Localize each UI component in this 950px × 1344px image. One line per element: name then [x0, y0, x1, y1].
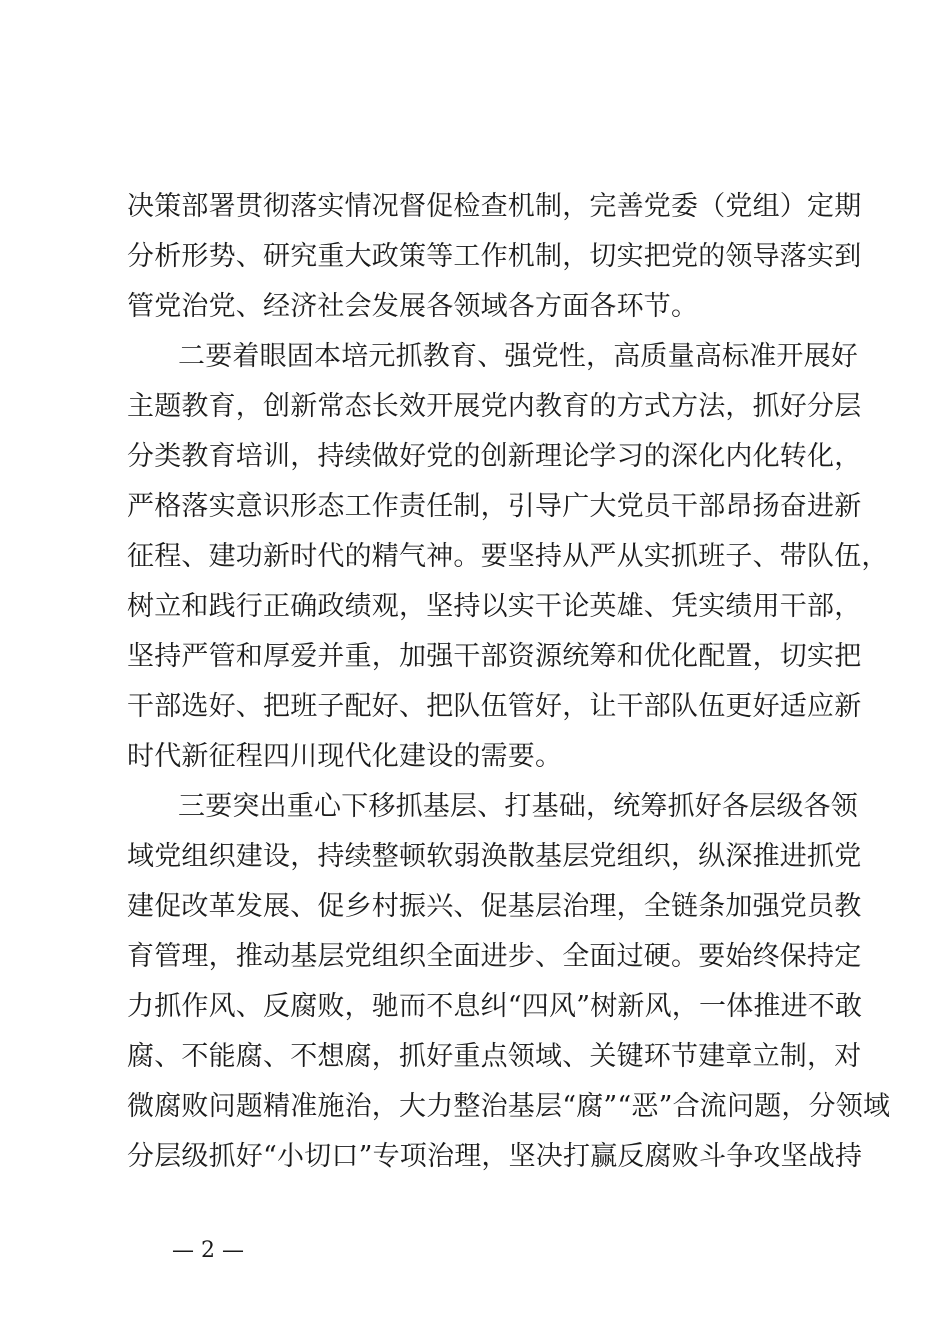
text-line: 分层级抓好“小切口”专项治理，坚决打赢反腐败斗争攻坚战持 — [127, 1141, 863, 1172]
text-line: 时代新征程四川现代化建设的需要。 — [127, 741, 563, 772]
text-line: 管党治党、经济社会发展各领域各方面各环节。 — [127, 291, 699, 322]
text-line: 建促改革发展、促乡村振兴、促基层治理，全链条加强党员教 — [127, 891, 862, 922]
paragraph-start-line: 三要突出重心下移抓基层、打基础，统筹抓好各层级各领 — [178, 791, 858, 822]
text-line: 决策部署贯彻落实情况督促检查机制，完善党委（党组）定期 — [127, 191, 862, 222]
text-line: 分析形势、研究重大政策等工作机制，切实把党的领导落实到 — [127, 241, 862, 272]
paragraph-start-line: 二要着眼固本培元抓教育、强党性，高质量高标准开展好 — [178, 341, 858, 372]
text-line: 干部选好、把班子配好、把队伍管好，让干部队伍更好适应新 — [127, 691, 862, 722]
text-line: 域党组织建设，持续整顿软弱涣散基层党组织，纵深推进抓党 — [127, 841, 862, 872]
text-line: 树立和践行正确政绩观，坚持以实干论英雄、凭实绩用干部， — [127, 591, 862, 622]
text-line: 腐、不能腐、不想腐，抓好重点领域、关键环节建章立制，对 — [127, 1041, 862, 1072]
text-line: 微腐败问题精准施治，大力整治基层“腐”“恶”合流问题，分领域 — [127, 1091, 891, 1122]
text-line: 育管理，推动基层党组织全面进步、全面过硬。要始终保持定 — [127, 941, 862, 972]
text-line: 坚持严管和厚爱并重，加强干部资源统筹和优化配置，切实把 — [127, 641, 862, 672]
text-line: 分类教育培训，持续做好党的创新理论学习的深化内化转化， — [127, 441, 862, 472]
text-line: 征程、建功新时代的精气神。要坚持从严从实抓班子、带队伍， — [127, 541, 889, 572]
text-line: 主题教育，创新常态长效开展党内教育的方式方法，抓好分层 — [127, 391, 862, 422]
page-number: — 2 — — [172, 1238, 244, 1263]
text-line: 力抓作风、反腐败，驰而不息纠“四风”树新风，一体推进不敢 — [127, 991, 863, 1022]
text-line: 严格落实意识形态工作责任制，引导广大党员干部昂扬奋进新 — [127, 491, 862, 522]
